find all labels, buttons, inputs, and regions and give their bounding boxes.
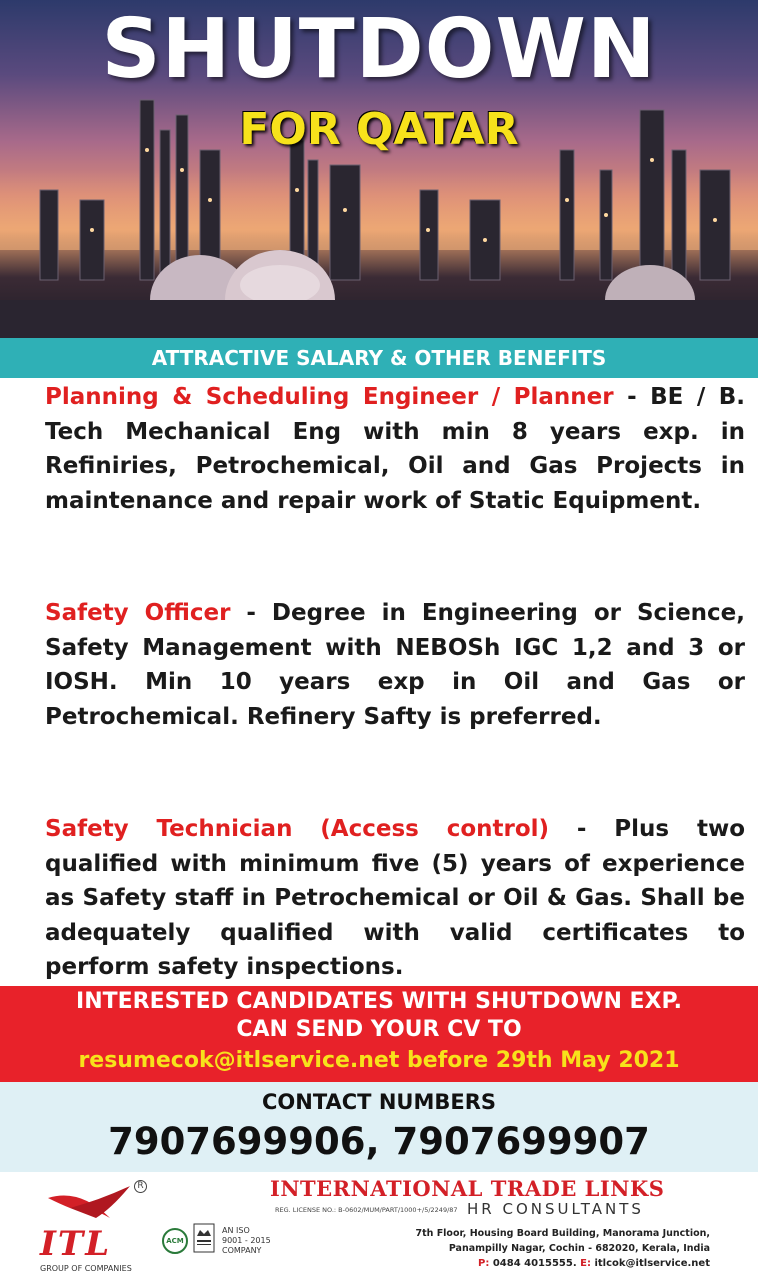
license-number: REG. LICENSE NO.: B-0602/MUM/PART/1000+/5/2249/87 [275, 1206, 458, 1214]
cta-line-2: CAN SEND YOUR CV TO [236, 1017, 522, 1042]
job-list [0, 380, 758, 986]
footer-contact: P: 0484 4015555. E: itlcok@itlservice.net [478, 1258, 710, 1269]
job-item [12, 380, 745, 518]
acm-badge: ACM [162, 1228, 188, 1254]
job-details: - Degree in Engineering or Science, Safety Management with NEBOSh IGC 1,2 and 3 or IOSH. Min 10 years exp in Oil and Gas or Petrochemical. Refinery Safty is preferred. [45, 600, 746, 730]
company-name: INTERNATIONAL TRADE LINKS [270, 1176, 665, 1201]
arrow-right-icon [0, 812, 1, 847]
cta-line-1: INTERESTED CANDIDATES WITH SHUTDOWN EXP. [76, 989, 682, 1014]
job-details: - BE / B. Tech Mechanical Eng with min 8 years exp. in Refiniries, Petrochemical, Oil and Gas Projects in maintenance and repair work of Static Equipment. [45, 384, 745, 514]
cta-banner [0, 986, 758, 1082]
job-item [12, 596, 745, 734]
itl-logo-text: ITL [40, 1224, 112, 1264]
page-title: SHUTDOWN [101, 2, 657, 97]
cta-email-deadline[interactable]: resumecok@itlservice.net before 29th May 2021 [78, 1048, 680, 1073]
footer [0, 1172, 758, 1280]
arrow-right-icon [0, 596, 1, 631]
registered-mark: R [134, 1180, 147, 1193]
job-role: Safety Technician (Access control) [45, 816, 550, 842]
ukas-crown-icon [192, 1222, 216, 1254]
iso-certification: AN ISO 9001 - 2015 COMPANY [222, 1226, 271, 1255]
contact-section [0, 1082, 758, 1172]
job-item [12, 812, 745, 985]
job-role: Safety Officer [45, 600, 231, 626]
company-address: 7th Floor, Housing Board Building, Manorama Junction, Panampilly Nagar, Cochin - 682020, Kerala, India [415, 1228, 710, 1254]
hr-consultants: HR CONSULTANTS [467, 1200, 644, 1218]
job-details: - Plus two qualified with minimum five (5) years of experience as Safety staff in Petrochemical or Oil & Gas. Shall be adequately qualified with valid certificates to perform safety inspections. [45, 816, 745, 980]
contact-label: CONTACT NUMBERS [261, 1090, 496, 1114]
page-subtitle: FOR QATAR [239, 104, 519, 155]
arrow-right-icon [0, 380, 1, 415]
job-role: Planning & Scheduling Engineer / Planner [45, 384, 614, 410]
group-label: GROUP OF COMPANIES [40, 1264, 132, 1273]
benefits-banner: ATTRACTIVE SALARY & OTHER BENEFITS [0, 338, 758, 378]
footer-email[interactable]: itlcok@itlservice.net [594, 1258, 710, 1269]
hero-banner [0, 0, 758, 338]
footer-phone[interactable]: 0484 4015555. [492, 1258, 577, 1269]
contact-numbers[interactable]: 7907699906, 7907699907 [108, 1120, 650, 1163]
